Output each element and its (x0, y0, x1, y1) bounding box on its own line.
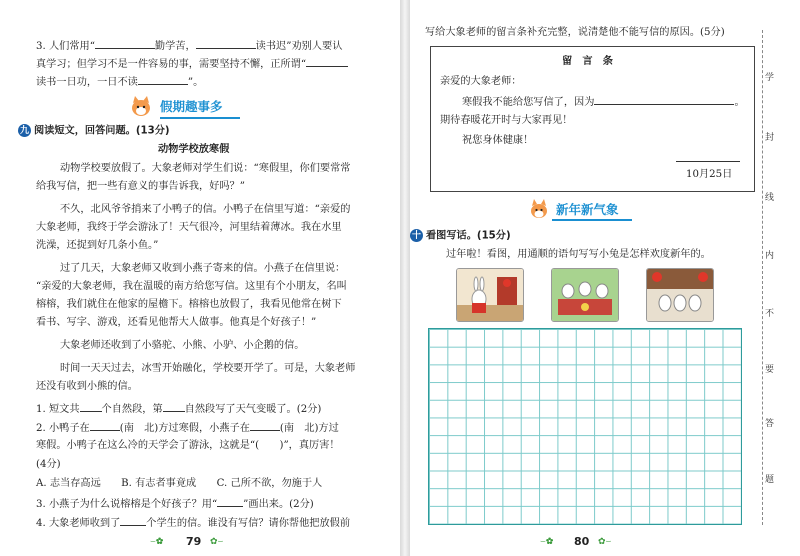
story-title: 动物学校放寒假 (158, 144, 230, 155)
story-line: 动物学校要放假了。大象老师对学生们说：“寒假里，你们要常常 (60, 163, 351, 174)
question-2-cont: 寒假。小鸭子在这么冷的天学会了游泳，这就是“( )”，真厉害！ (36, 440, 340, 451)
note-intro: 写给大象老师的留言条补充完整，说清楚他不能写信的原因。(5分) (425, 27, 725, 38)
leaf-decoration-icon: ✿⌣ (598, 537, 612, 547)
binding-char: 答 (765, 419, 775, 429)
story-line: “亲爱的大象老师，我在温暖的南方给您写信。这里有个小朋友，名叫 (36, 281, 347, 292)
question-2-options: A. 志当存高远 B. 有志者事竟成 C. 己所不欲，勿施于人 (36, 478, 323, 489)
binding-char: 题 (765, 475, 775, 485)
q3-line1: 3. 人们常用“ 勤学苦， 读书迟”劝别人要认 (36, 38, 342, 54)
leaf-decoration-icon: ✿⌣ (210, 537, 224, 547)
signature-line (676, 161, 740, 162)
binding-dashed-line (762, 30, 764, 525)
leaf-decoration-icon: ⌣✿ (540, 537, 554, 547)
q3-line3: 读书一日功，一日不读 ”。 (36, 74, 203, 90)
section-title-2: 新年新气象 (556, 202, 619, 217)
note-line3: 祝您身体健康！ (462, 135, 534, 146)
section-title: 假期趣事多 (160, 99, 223, 114)
binding-char: 要 (765, 365, 775, 375)
note-title: 留 言 条 (562, 56, 613, 67)
story-line: 大象老师，我终于学会游泳了！天气很冷，河里结着薄冰。我在水里 (36, 222, 342, 233)
picture-rabbits-2 (551, 268, 619, 322)
question-4: 4. 大象老师收到了 个学生的信。谁没有写信？请你帮他把放假前 (36, 515, 350, 531)
fox-mascot-icon (526, 198, 552, 220)
page-number: 79 (186, 535, 202, 548)
question-1: 1. 短文共 个自然段，第 自然段写了天气变暖了。(2分) (36, 401, 321, 417)
leaf-decoration-icon: ⌣✿ (150, 537, 164, 547)
binding-char: 不 (765, 309, 775, 319)
question-3: 3. 小燕子为什么说榕榕是个好孩子？用“ ”画出来。(2分) (36, 496, 314, 512)
story-line: 时间一天天过去，冰雪开始融化，学校要开学了。可是，大象老师 (60, 363, 356, 374)
story-line: 给我写信，把一些有意义的事告诉我，好吗？” (36, 181, 245, 192)
question-2-score: (4分) (36, 459, 61, 470)
task-heading-2: 十 看图写话。(15分) (411, 230, 511, 242)
picture-rabbits-1 (456, 268, 524, 322)
task-number-badge: 九 (19, 125, 29, 136)
note-line2: 期待春暖花开时与大家再见！ (440, 115, 573, 126)
note-line1: 寒假我不能给您写信了，因为 。 (462, 94, 745, 110)
story-line: 过了几天，大象老师又收到小燕子寄来的信。小燕子在信里说： (60, 263, 346, 274)
writing-grid[interactable] (428, 328, 742, 525)
picture-rabbits-3 (646, 268, 714, 322)
fox-mascot-icon (126, 95, 156, 117)
section-banner-2 (526, 198, 619, 220)
binding-char: 线 (765, 193, 775, 203)
title-underline (160, 117, 240, 119)
title-underline-2 (552, 219, 632, 221)
story-line: 榕榕，我们就住在他家的屋檐下。榕榕也放假了，我看见他常在树下 (36, 299, 342, 310)
story-line: 还没有收到小熊的信。 (36, 381, 138, 392)
task-number-badge: 十 (411, 230, 421, 241)
task-heading: 九 阅读短文，回答问题。(13分) (19, 125, 170, 137)
story-line: 不久，北风爷爷捎来了小鸭子的信。小鸭子在信里写道：“亲爱的 (60, 204, 351, 215)
story-line: 洗澡，还捉到好几条小鱼。” (36, 240, 159, 251)
section-banner (126, 95, 223, 117)
binding-char: 内 (765, 251, 775, 261)
question-2: 2. 小鸭子在 (南 北)方过寒假，小燕子在 (南 北)方过 (36, 420, 339, 436)
note-greeting: 亲爱的大象老师： (440, 76, 522, 87)
book-gutter (400, 0, 410, 556)
page-number-right: 80 (574, 535, 590, 548)
binding-char: 封 (765, 133, 775, 143)
q3-line2: 真学习；但学习不是一件容易的事，需要坚持不懈，正所谓“ (36, 56, 348, 72)
story-line: 看书、写字、游戏，还看见他帮大人做事。他真是个好孩子！” (36, 317, 317, 328)
binding-char: 学 (765, 73, 775, 83)
story-line: 大象老师还收到了小骆驼、小熊、小驴、小企鹅的信。 (60, 340, 305, 351)
note-date: 10月25日 (686, 169, 733, 180)
writing-instruction: 过年啦！看图，用通顺的语句写写小兔是怎样欢度新年的。 (446, 249, 711, 260)
